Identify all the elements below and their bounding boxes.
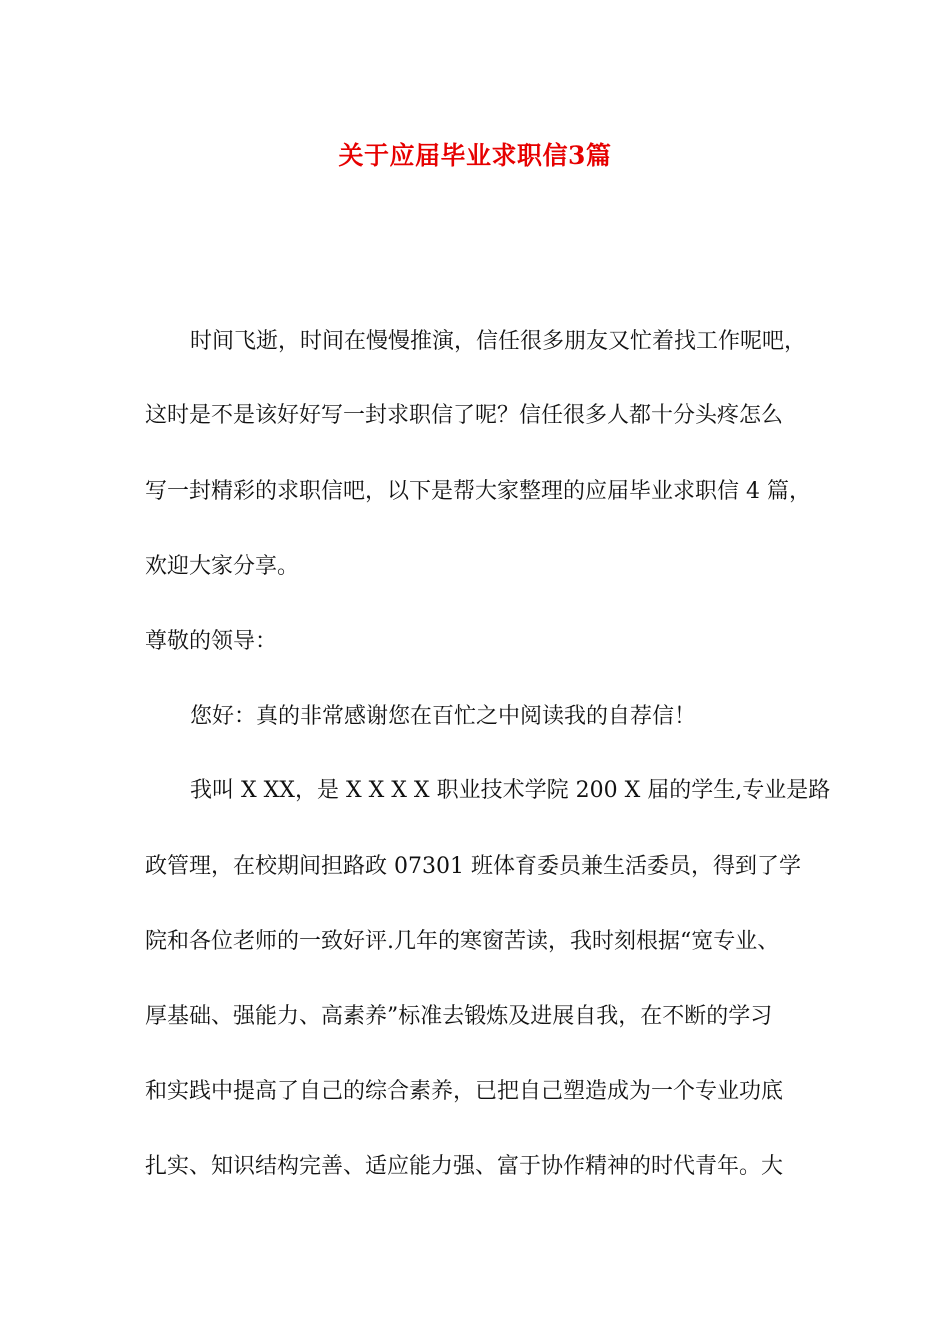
salutation: 尊敬的领导： <box>145 629 278 654</box>
greeting-line: 您好：真的非常感谢您在百忙之中阅读我的自荐信！ <box>190 704 697 729</box>
paragraph-line: 时间飞逝，时间在慢慢推演，信任很多朋友又忙着找工作呢吧， <box>190 329 807 354</box>
paragraph-line: 和实践中提高了自己的综合素养，已把自己塑造成为一个专业功底 <box>145 1079 784 1104</box>
paragraph-line: 这时是不是该好好写一封求职信了呢？信任很多人都十分头疼怎么 <box>145 403 784 428</box>
paragraph-line: 我叫 X XX，是 X X X X 职业技术学院 200 X 届的学生,专业是路 <box>190 778 831 803</box>
paragraph-line: 院和各位老师的一致好评.几年的寒窗苦读，我时刻根据“宽专业、 <box>145 929 780 954</box>
paragraph-line: 欢迎大家分享。 <box>145 554 300 579</box>
document-title: 关于应届毕业求职信3篇 <box>338 141 612 170</box>
paragraph-line: 厚基础、强能力、高素养”标准去锻炼及进展自我，在不断的学习 <box>145 1004 773 1029</box>
paragraph-line: 政管理，在校期间担路政 07301 班体育委员兼生活委员，得到了学 <box>145 854 801 879</box>
paragraph-line: 写一封精彩的求职信吧，以下是帮大家整理的应届毕业求职信 4 篇， <box>145 479 811 504</box>
paragraph-line: 扎实、知识结构完善、适应能力强、富于协作精神的时代青年。大 <box>145 1154 784 1179</box>
